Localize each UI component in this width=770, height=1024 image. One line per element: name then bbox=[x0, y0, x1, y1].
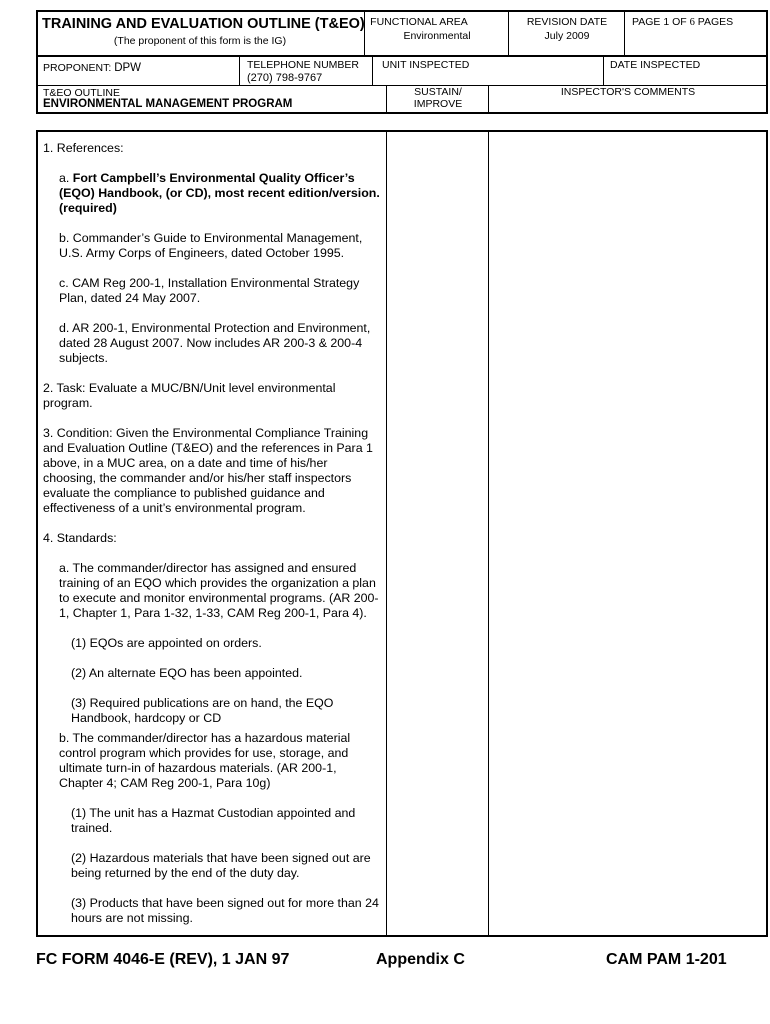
improve-label: IMPROVE bbox=[413, 98, 463, 110]
divider bbox=[488, 85, 489, 113]
comments-column[interactable] bbox=[490, 132, 766, 935]
inspector-comments-label: INSPECTOR'S COMMENTS bbox=[560, 86, 696, 98]
page-total: 6 bbox=[689, 17, 695, 28]
proponent-note: (The proponent of this form is the IG) bbox=[113, 35, 287, 47]
proponent-value: DPW bbox=[114, 62, 142, 74]
reference-a bbox=[43, 171, 383, 216]
column-divider bbox=[488, 131, 489, 936]
form-title: TRAINING AND EVALUATION OUTLINE (T&EO) bbox=[42, 16, 365, 32]
form-id: FC FORM 4046-E (REV), 1 JAN 97 bbox=[36, 951, 290, 968]
standard-a-1: (1) EQOs are appointed on orders. bbox=[71, 636, 262, 650]
revision-date-value: July 2009 bbox=[544, 30, 590, 42]
condition-paragraph: 3. Condition: Given the Environmental Compliance Training and Evaluation Outline (T&EO) and the references in Para 1 above, in a MUC area, on a date and time of his/her choosing, the commander and/or his/her staff inspectors evaluate the compliance to published guidance and effectiveness of a unit’s environmental program. bbox=[43, 426, 373, 515]
page-prefix: PAGE 1 OF bbox=[632, 16, 687, 28]
outline-label: T&EO OUTLINE bbox=[43, 87, 121, 99]
pam-label: CAM PAM 1-201 bbox=[606, 951, 727, 968]
divider bbox=[603, 56, 604, 85]
proponent-field bbox=[43, 62, 141, 74]
functional-area-value: Environmental bbox=[403, 30, 471, 42]
standard-a-3: (3) Required publications are on hand, the EQO Handbook, hardcopy or CD bbox=[71, 696, 334, 725]
standard-b: b. The commander/director has a hazardous material control program which provides for use, storage, and ultimate turn-in of hazardous materials. (AR 200-1, Chapter 4; CAM Reg 200-1, Para 10g) bbox=[59, 731, 351, 790]
unit-inspected-label: UNIT INSPECTED bbox=[382, 59, 470, 71]
sustain-label: SUSTAIN/ bbox=[414, 86, 462, 98]
revision-date-label: REVISION DATE bbox=[526, 16, 608, 28]
standard-a-2: (2) An alternate EQO has been appointed. bbox=[71, 666, 303, 680]
task-paragraph: 2. Task: Evaluate a MUC/BN/Unit level environmental program. bbox=[43, 381, 336, 410]
divider bbox=[239, 56, 240, 85]
standard-a: a. The commander/director has assigned and ensured training of an EQO which provides the organization a plan to execute and monitor environmental programs. (AR 200-1, Chapter 1, Para 1-32, 1-33, CAM Reg 200-1, Para 4). bbox=[59, 561, 379, 620]
telephone-value: (270) 798-9767 bbox=[247, 72, 323, 84]
divider bbox=[508, 11, 509, 55]
functional-area-label: FUNCTIONAL AREA bbox=[370, 16, 468, 28]
standards-heading: 4. Standards: bbox=[43, 531, 117, 545]
references-heading: 1. References: bbox=[43, 141, 124, 155]
telephone-label: TELEPHONE NUMBER bbox=[247, 59, 360, 71]
reference-b: b. Commander’s Guide to Environmental Management, U.S. Army Corps of Engineers, dated October 1995. bbox=[59, 231, 363, 260]
outline-value: ENVIRONMENTAL MANAGEMENT PROGRAM bbox=[43, 98, 293, 110]
standard-b-2: (2) Hazardous materials that have been signed out are being returned by the end of the duty day. bbox=[71, 851, 371, 880]
column-divider bbox=[386, 131, 387, 936]
reference-a-text: Fort Campbell’s Environmental Quality Officer’s (EQO) Handbook, (or CD), most recent edition/version. (required) bbox=[59, 171, 380, 215]
outline-body bbox=[43, 141, 383, 941]
page-count bbox=[632, 16, 733, 29]
page-suffix: PAGES bbox=[697, 16, 734, 28]
divider bbox=[37, 55, 767, 57]
reference-a-prefix: a. bbox=[59, 171, 70, 185]
reference-d: d. AR 200-1, Environmental Protection and Environment, dated 28 August 2007. Now includes AR 200-3 & 200-4 subjects. bbox=[59, 321, 371, 365]
standard-b-1: (1) The unit has a Hazmat Custodian appointed and trained. bbox=[71, 806, 356, 835]
reference-c: c. CAM Reg 200-1, Installation Environmental Strategy Plan, dated 24 May 2007. bbox=[59, 276, 360, 305]
divider bbox=[386, 85, 387, 113]
standard-b-3: (3) Products that have been signed out for more than 24 hours are not missing. bbox=[71, 896, 379, 925]
date-inspected-label: DATE INSPECTED bbox=[610, 59, 701, 71]
proponent-label: PROPONENT: bbox=[43, 62, 112, 74]
divider bbox=[372, 56, 373, 85]
sustain-column[interactable] bbox=[388, 132, 487, 935]
divider bbox=[624, 11, 625, 55]
appendix-label: Appendix C bbox=[376, 951, 465, 968]
